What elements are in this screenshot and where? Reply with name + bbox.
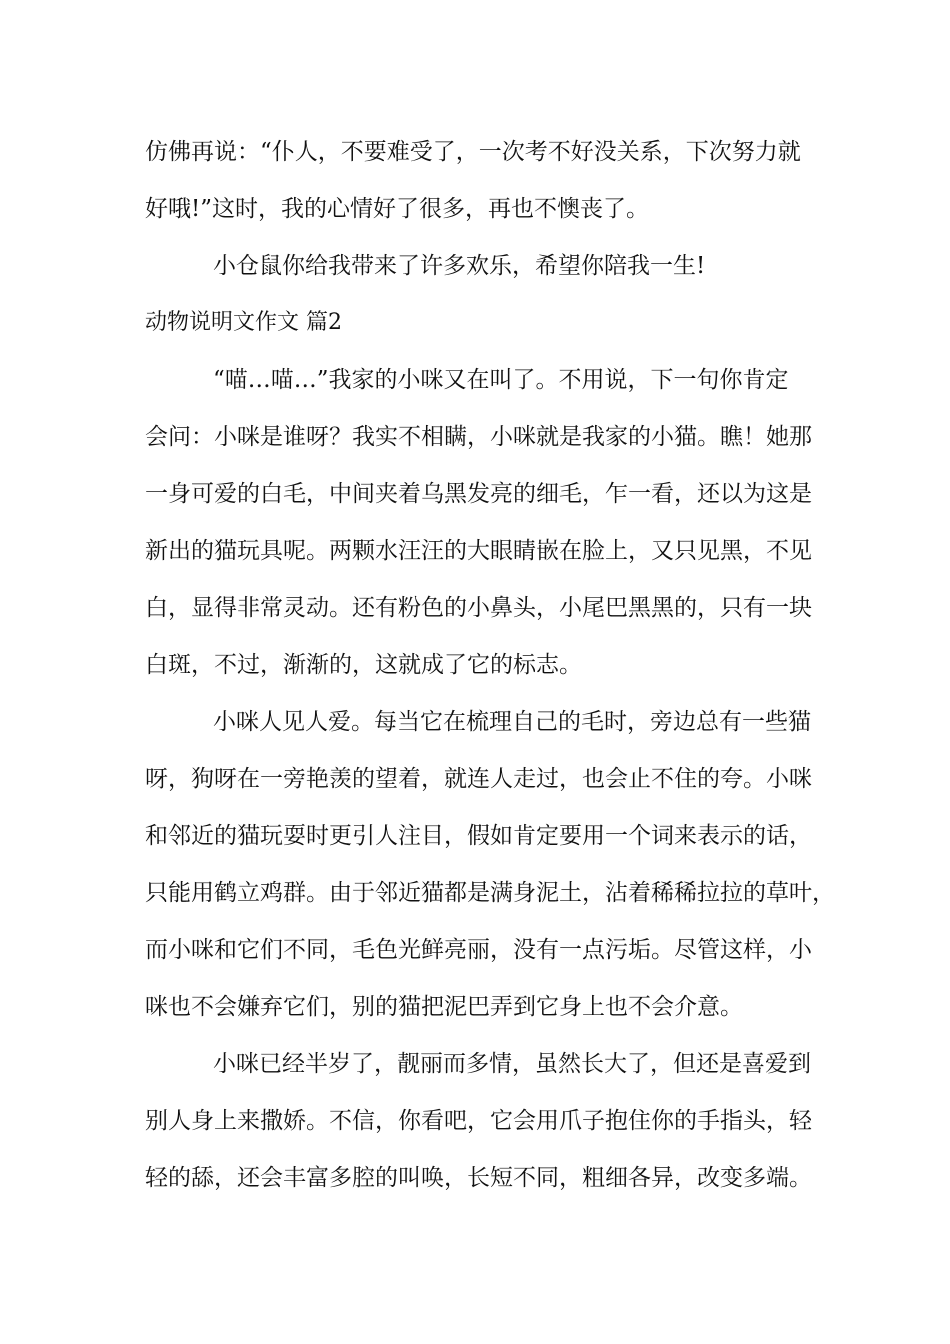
text-line: 别人身上来撒娇。不信，你看吧，它会用爪子抱住你的手指头，轻 xyxy=(145,1108,812,1134)
text-line: 好哦!”这时，我的心情好了很多，再也不懊丧了。 xyxy=(145,196,650,222)
text-line: 白，显得非常灵动。还有粉色的小鼻头，小尾巴黑黑的，只有一块 xyxy=(145,595,812,621)
text-line: 小咪人见人爱。每当它在梳理自己的毛时，旁边总有一些猫 xyxy=(213,709,811,735)
text-line: 和邻近的猫玩耍时更引人注目，假如肯定要用一个词来表示的话， xyxy=(145,823,812,849)
text-line: 小仓鼠你给我带来了许多欢乐，希望你陪我一生! xyxy=(213,253,706,279)
text-line: 轻的舔，还会丰富多腔的叫唤，长短不同，粗细各异，改变多端。 xyxy=(145,1165,812,1191)
section-heading: 动物说明文作文 篇2 xyxy=(145,310,342,335)
text-line: 会问：小咪是谁呀？我实不相瞒，小咪就是我家的小猫。瞧！她那 xyxy=(145,424,812,450)
text-line: 呀，狗呀在一旁艳羡的望着，就连人走过，也会止不住的夸。小咪 xyxy=(145,766,812,792)
text-line: 只能用鹤立鸡群。由于邻近猫都是满身泥土，沾着稀稀拉拉的草叶， xyxy=(145,880,835,906)
text-line: 一身可爱的白毛，中间夹着乌黑发亮的细毛，乍一看，还以为这是 xyxy=(145,481,812,507)
text-line: 仿佛再说：“仆人，不要难受了，一次考不好没关系，下次努力就 xyxy=(145,139,801,165)
text-line: “喵…喵…”我家的小咪又在叫了。不用说，下一句你肯定 xyxy=(213,367,789,393)
text-line: 而小咪和它们不同，毛色光鲜亮丽，没有一点污垢。尽管这样，小 xyxy=(145,937,812,963)
text-line: 白斑，不过，渐渐的，这就成了它的标志。 xyxy=(145,652,582,678)
text-line: 小咪已经半岁了，靓丽而多情，虽然长大了，但还是喜爱到 xyxy=(213,1051,811,1077)
text-line: 新出的猫玩具呢。两颗水汪汪的大眼睛嵌在脸上，又只见黑，不见 xyxy=(145,538,812,564)
text-line: 咪也不会嫌弃它们，别的猫把泥巴弄到它身上也不会介意。 xyxy=(145,994,743,1020)
